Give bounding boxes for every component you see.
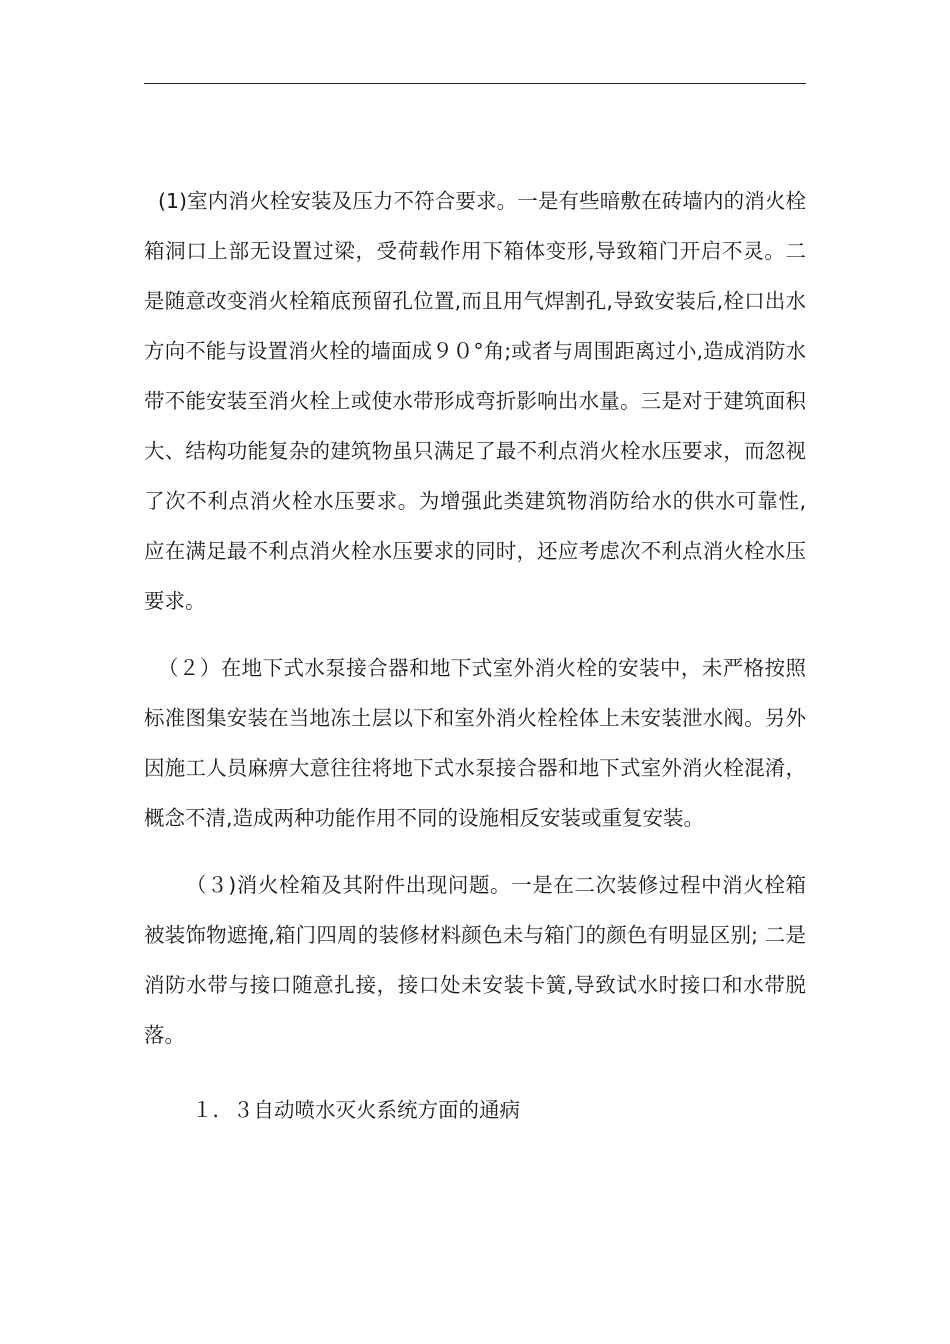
document-body <box>144 176 806 1135</box>
section-heading: １．３自动喷水灭火系统方面的通病 <box>192 1098 520 1122</box>
paragraph-indoor-hydrant: (1)室内消火栓安装及压力不符合要求。一是有些暗敷在砖墙内的消火栓箱洞口上部无设置过梁，受荷载作用下箱体变形,导致箱门开启不灵。二是随意改变消火栓箱底预留孔位置,而且用气焊割孔,导致安装后,栓口出水方向不能与设置消火栓的墙面成９０°角;或者与周围距离过小,造成消防水带不能安装至消火栓上或使水带形成弯折影响出水量。三是对于建筑面积大、结构功能复杂的建筑物虽只满足了最不利点消火栓水压要求，而忽视了次不利点消火栓水压要求。为增强此类建筑物消防给水的供水可靠性,应在满足最不利点消火栓水压要求的同时，还应考虑次不利点消火栓水压要求。 <box>144 189 806 613</box>
header-rule <box>144 83 806 84</box>
paragraph-hydrant-box: （３)消火栓箱及其附件出现问题。一是在二次装修过程中消火栓箱被装饰物遮掩,箱门四周的装修材料颜色未与箱门的颜色有明显区别; 二是消防水带与接口随意扎接，接口处未安装卡簧,导致试水时接口和水带脱落。 <box>144 873 806 1047</box>
paragraph-underground-connector: （２）在地下式水泵接合器和地下式室外消火栓的安装中，未严格按照标准图集安装在当地冻土层以下和室外消火栓栓体上未安装泄水阀。另外因施工人员麻痹大意往往将地下式水泵接合器和地下式室外消火栓混淆，概念不清,造成两种功能作用不同的设施相反安装或重复安装。 <box>144 656 806 830</box>
